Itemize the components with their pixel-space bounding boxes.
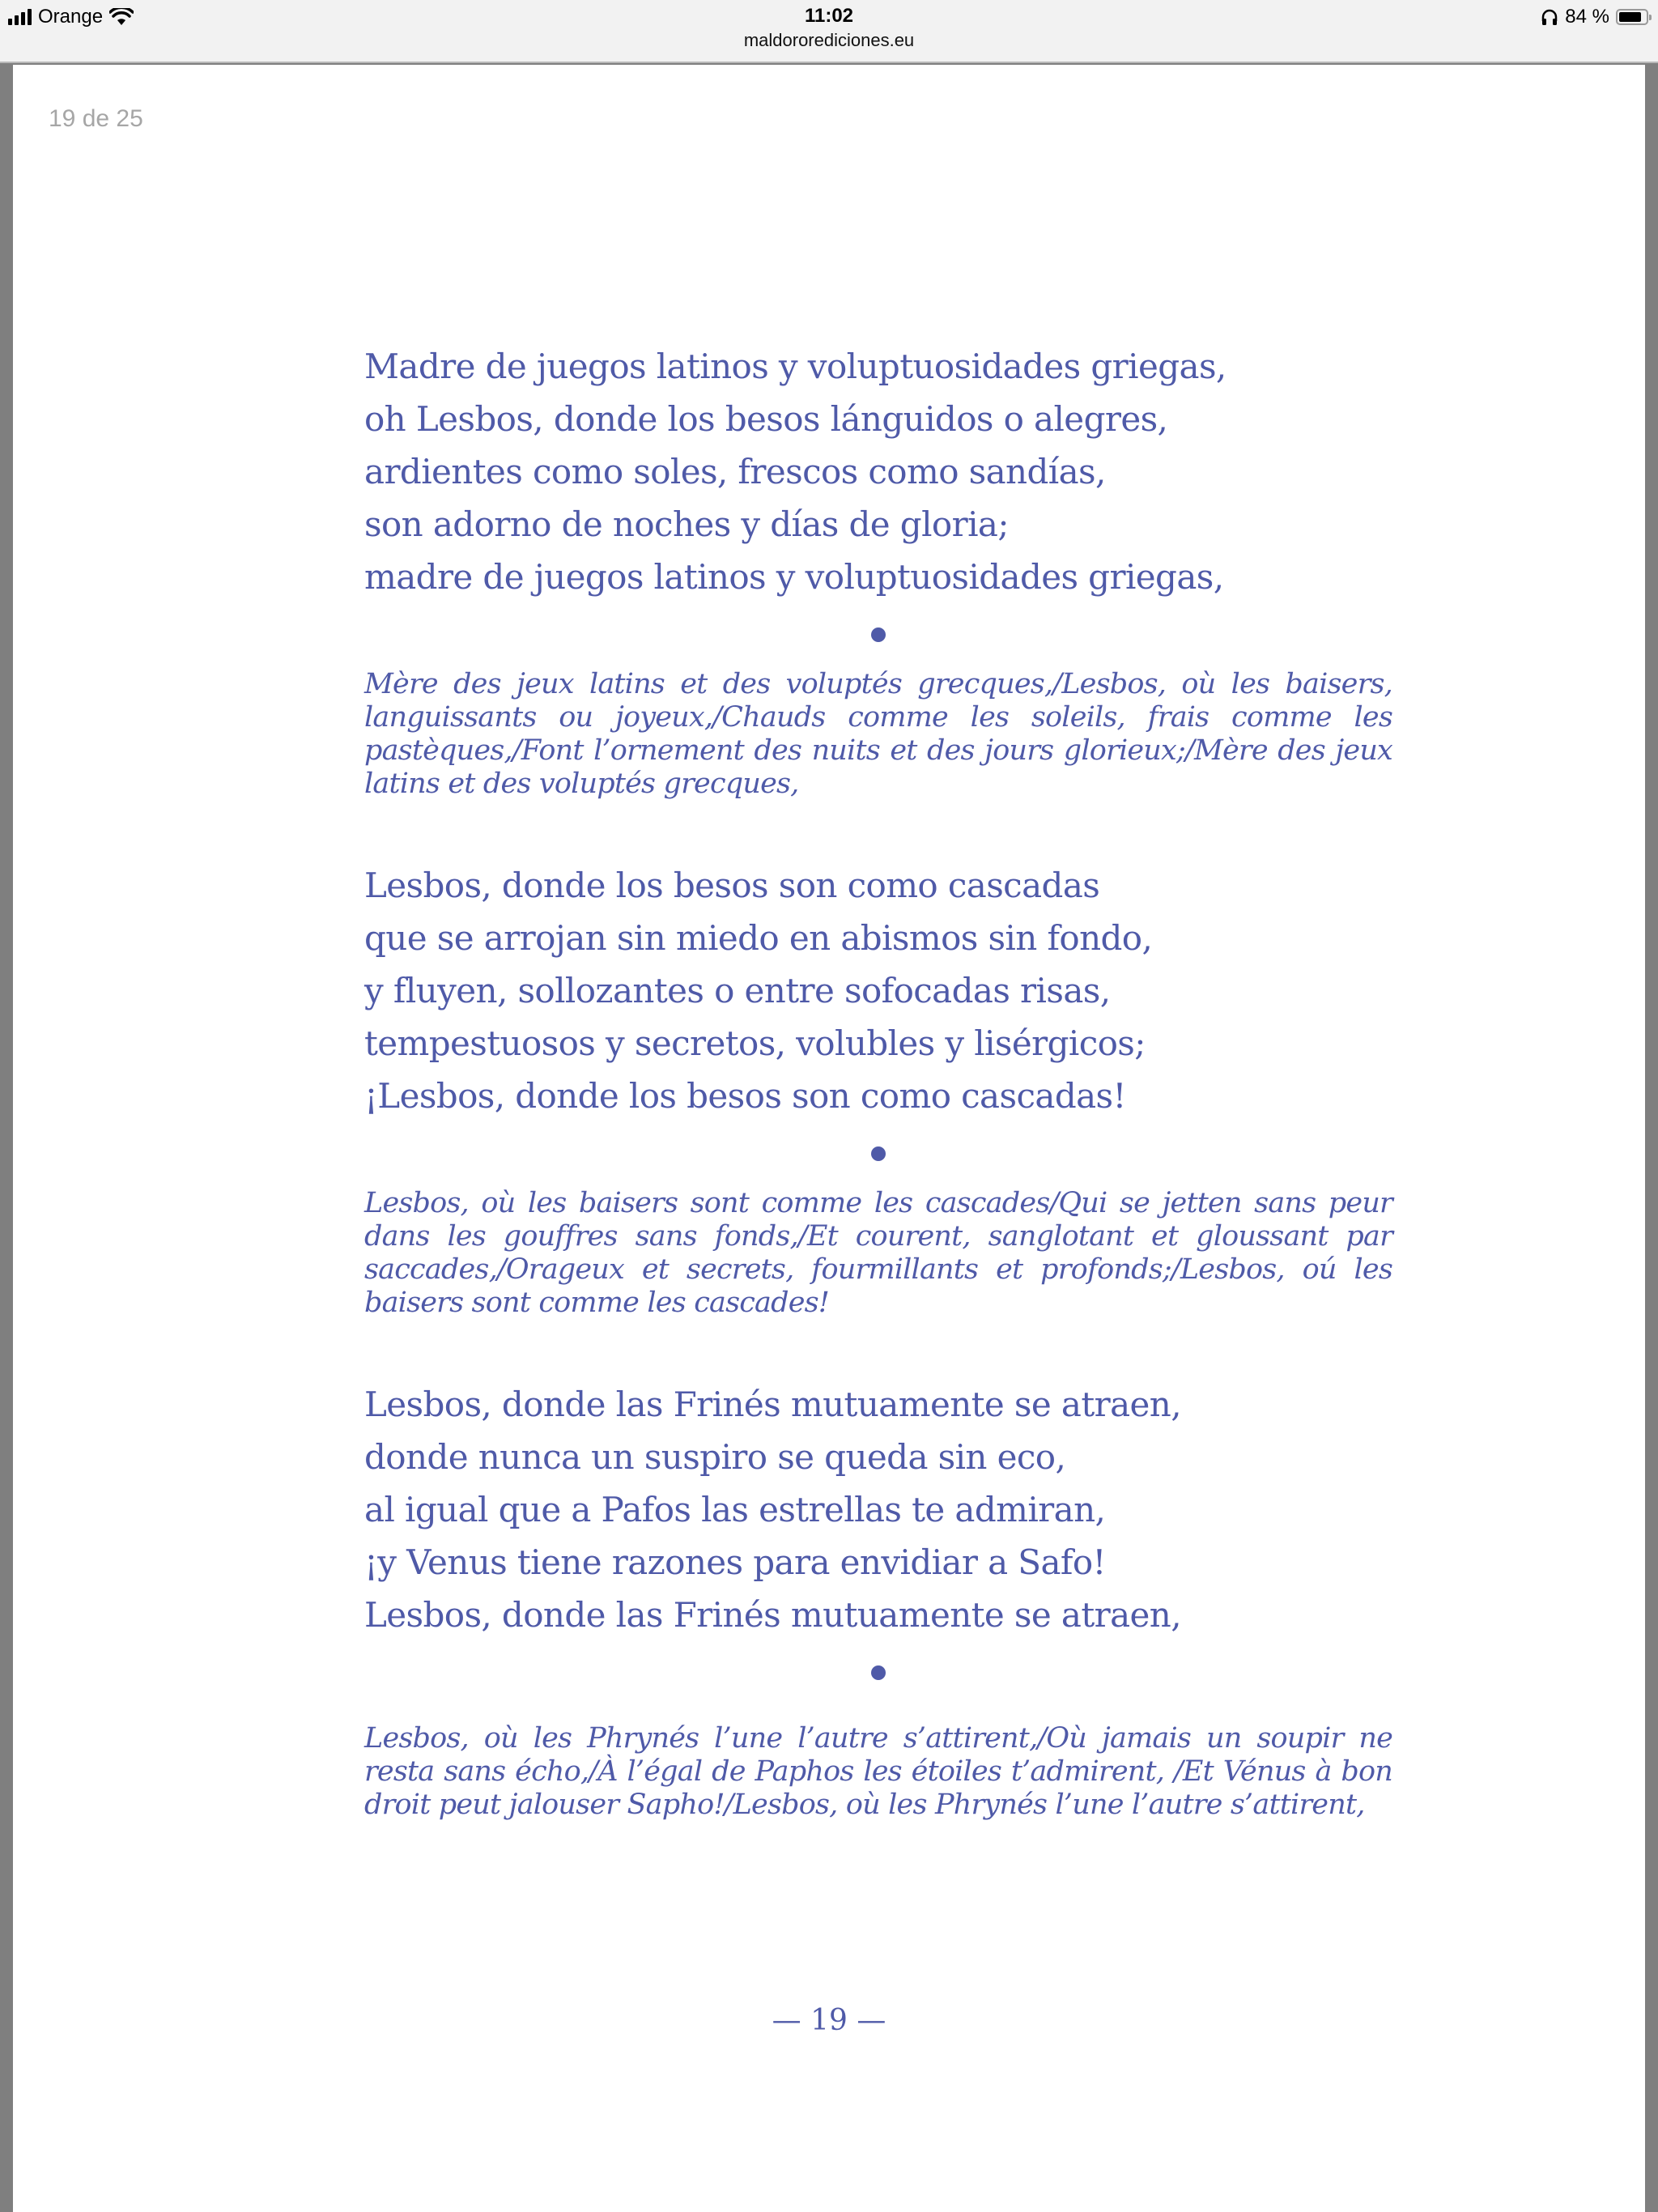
pdf-page[interactable] — [13, 65, 1645, 2212]
headphones-icon — [1541, 8, 1558, 26]
verse-line: oh Lesbos, donde los besos lánguidos o alegres, — [364, 399, 1168, 439]
verse-line: Lesbos, donde las Frinés mutuamente se atraen, — [364, 1595, 1181, 1635]
verse-line: ardientes como soles, frescos como sandías, — [364, 452, 1106, 491]
page-number-footer: — 19 — — [772, 2004, 886, 2037]
clock: 11:02 — [804, 5, 854, 27]
bullet-dot — [871, 1146, 886, 1161]
status-center — [0, 3, 1658, 52]
verse-line: donde nunca un suspiro se queda sin eco, — [364, 1437, 1066, 1477]
address-bar-url[interactable]: maldororediciones.eu — [743, 30, 915, 50]
separator — [364, 1641, 1392, 1706]
battery-percent: 84 % — [1565, 6, 1609, 28]
spanish-stanza — [364, 859, 1392, 1122]
carrier-label: Orange — [38, 6, 104, 28]
verse-line: Lesbos, donde los besos son como cascadas — [364, 866, 1100, 905]
spanish-stanza — [364, 1378, 1392, 1641]
verse-line: y fluyen, sollozantes o entre sofocadas risas, — [364, 971, 1111, 1010]
status-bar — [0, 0, 1658, 63]
bullet-dot — [871, 627, 886, 642]
poem-content — [364, 340, 1392, 1822]
verse-line: ¡Lesbos, donde los besos son como cascadas! — [364, 1076, 1126, 1116]
french-original: Lesbos, où les Phrynés l’une l’autre s’attirent,/Où jamais un soupir ne resta sans écho,/À l’égal de Paphos les étoiles t’admirent, /Et Vénus à bon droit peut jalouser Sapho!/Lesbos, où les Phrynés l’une l’autre s’attirent, — [364, 1722, 1392, 1821]
stanza-gap — [364, 801, 1392, 859]
stanza-gap — [364, 1320, 1392, 1378]
verse-line: tempestuosos y secretos, volubles y lisérgicos; — [364, 1023, 1146, 1063]
bullet-dot — [871, 1665, 886, 1680]
verse-line: que se arrojan sin miedo en abismos sin fondo, — [364, 918, 1153, 958]
french-original: Mère des jeux latins et des voluptés grecques,/Lesbos, où les baisers, languissants ou joyeux,/Chauds comme les soleils, frais comme les pastèques,/Font l’ornement des nuits et des jours glorieux;/Mère des jeux latins et des voluptés grecques, — [364, 668, 1392, 800]
french-original: Lesbos, où les baisers sont comme les cascades/Qui se jetten sans peur dans les gouffres sans fonds,/Et courent, sanglotant et gloussant par saccades,/Orageux et secrets, fourmillants et profonds;/Lesbos, oú les baisers sont comme les cascades! — [364, 1187, 1392, 1319]
verse-line: al igual que a Pafos las estrellas te admiran, — [364, 1490, 1106, 1529]
verse-line: son adorno de noches y días de gloria; — [364, 504, 1009, 544]
separator — [364, 603, 1392, 668]
verse-line: Madre de juegos latinos y voluptuosidades griegas, — [364, 347, 1226, 386]
battery-icon — [1616, 9, 1648, 25]
status-right — [1541, 3, 1648, 31]
battery-fill — [1619, 12, 1641, 22]
verse-line: madre de juegos latinos y voluptuosidades griegas, — [364, 557, 1224, 597]
separator — [364, 1122, 1392, 1187]
verse-line: Lesbos, donde las Frinés mutuamente se atraen, — [364, 1385, 1181, 1424]
verse-line: ¡y Venus tiene razones para envidiar a Safo! — [364, 1542, 1106, 1582]
page-counter: 19 de 25 — [49, 105, 143, 132]
spanish-stanza — [364, 340, 1392, 603]
